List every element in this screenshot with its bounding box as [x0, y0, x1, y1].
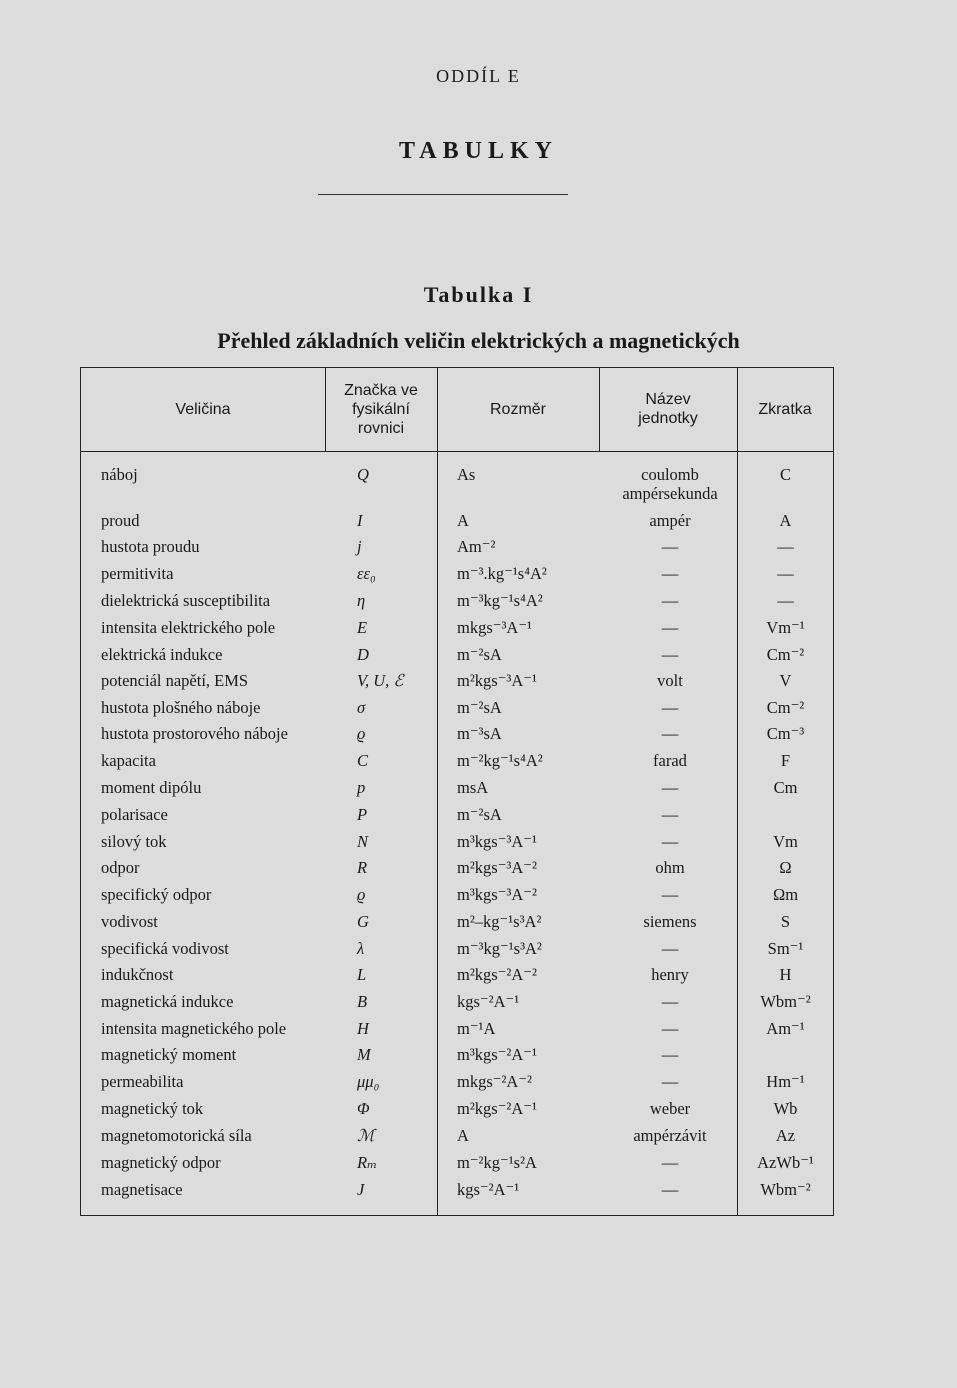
cell-dimension: m²kgs⁻³A⁻¹: [457, 671, 537, 690]
cell-symbol: C: [357, 751, 369, 770]
cell-dimension: mkgs⁻³A⁻¹: [457, 618, 532, 637]
table-number: Tabulka I: [423, 282, 534, 307]
cell-symbol: L: [357, 965, 367, 984]
cell-abbreviation: Wbm⁻²: [760, 1180, 811, 1199]
cell-dimension: m⁻¹A: [457, 1019, 496, 1038]
cell-quantity: hustota proudu: [101, 537, 200, 556]
cell-quantity: permitivita: [101, 564, 174, 583]
cell-dimension: m⁻²sA: [457, 645, 502, 664]
cell-abbreviation: Sm⁻¹: [767, 939, 804, 958]
cell-abbreviation: Wbm⁻²: [760, 992, 811, 1011]
cell-unit-name: —: [661, 1045, 679, 1064]
cell-unit-name: ohm: [655, 858, 685, 877]
header-abbreviation: Zkratka: [758, 400, 812, 418]
cell-symbol: ϱ: [357, 724, 366, 743]
cell-unit-name-alt: ampérsekunda: [622, 484, 718, 503]
cell-quantity: specifický odpor: [101, 885, 212, 904]
cell-quantity: náboj: [101, 465, 138, 484]
cell-unit-name: —: [661, 805, 679, 824]
cell-abbreviation: V: [779, 671, 792, 690]
cell-quantity: hustota prostorového náboje: [101, 724, 288, 743]
cell-symbol: H: [357, 1019, 369, 1038]
section-label: ODDÍL E: [436, 66, 521, 86]
cell-unit-name: —: [661, 992, 679, 1011]
cell-dimension: A: [457, 1126, 469, 1145]
cell-dimension: m⁻³sA: [457, 724, 502, 743]
cell-symbol: j: [357, 537, 362, 556]
header-dimension: Rozměr: [489, 400, 546, 418]
cell-dimension: m⁻²sA: [457, 805, 502, 824]
cell-quantity: polarisace: [101, 805, 168, 824]
header-symbol: Značka ve fysikální rovnici: [344, 381, 418, 437]
cell-abbreviation: Cm: [773, 778, 798, 797]
cell-quantity: kapacita: [101, 751, 156, 770]
cell-quantity: indukčnost: [101, 965, 174, 984]
cell-unit-name: —: [661, 1153, 679, 1172]
cell-unit-name: siemens: [643, 912, 697, 931]
cell-abbreviation: S: [780, 912, 791, 931]
cell-dimension: m²–kg⁻¹s³A²: [457, 912, 542, 931]
cell-unit-name: —: [661, 1019, 679, 1038]
cell-symbol: Φ: [357, 1099, 370, 1118]
cell-dimension: As: [457, 465, 476, 484]
cell-abbreviation: Vm: [773, 832, 798, 851]
cell-quantity: proud: [101, 511, 140, 530]
cell-quantity: elektrická indukce: [101, 645, 223, 664]
cell-symbol: ϱ: [357, 885, 366, 904]
cell-symbol: μμ₀: [357, 1072, 380, 1091]
cell-dimension: m³kgs⁻³A⁻²: [457, 885, 537, 904]
cell-symbol: V, U, ℰ: [357, 671, 404, 690]
cell-abbreviation: —: [777, 564, 794, 583]
cell-dimension: Am⁻²: [457, 537, 496, 556]
cell-symbol: εε₀: [357, 564, 376, 583]
header-divider: [81, 451, 833, 452]
cell-dimension: m²kgs⁻²A⁻²: [457, 965, 537, 984]
cell-quantity: magnetický tok: [101, 1099, 204, 1118]
cell-abbreviation: AzWb⁻¹: [757, 1153, 814, 1172]
cell-symbol: λ: [357, 939, 365, 958]
cell-abbreviation: Wb: [773, 1099, 798, 1118]
cell-symbol: I: [357, 511, 363, 530]
cell-symbol: M: [357, 1045, 371, 1064]
cell-quantity: magnetický odpor: [101, 1153, 221, 1172]
cell-symbol: G: [357, 912, 369, 931]
cell-dimension: mkgs⁻²A⁻²: [457, 1072, 532, 1091]
cell-dimension: m³kgs⁻²A⁻¹: [457, 1045, 537, 1064]
cell-unit-name: ampér: [649, 511, 691, 530]
title-divider: [318, 194, 568, 195]
cell-symbol: N: [357, 832, 369, 851]
cell-dimension: m⁻²kg⁻¹s⁴A²: [457, 751, 543, 770]
cell-abbreviation: Am⁻¹: [766, 1019, 805, 1038]
cell-dimension: m⁻²kg⁻¹s²A: [457, 1153, 537, 1172]
cell-dimension: m²kgs⁻³A⁻²: [457, 858, 537, 877]
page-title: TABULKY: [399, 138, 558, 164]
cell-unit-name: —: [661, 1072, 679, 1091]
cell-unit-name: weber: [649, 1099, 691, 1118]
cell-symbol: η: [357, 591, 366, 610]
cell-abbreviation: Cm⁻²: [766, 698, 805, 717]
cell-symbol: p: [357, 778, 366, 797]
cell-quantity: silový tok: [101, 832, 167, 851]
cell-quantity: permeabilita: [101, 1072, 184, 1091]
cell-abbreviation: Cm⁻²: [766, 645, 805, 664]
cell-symbol: σ: [357, 698, 366, 717]
cell-quantity: magnetisace: [101, 1180, 183, 1199]
cell-abbreviation: Cm⁻³: [766, 724, 805, 743]
cell-unit-name: —: [661, 939, 679, 958]
cell-dimension: m³kgs⁻³A⁻¹: [457, 832, 537, 851]
cell-unit-name: —: [661, 885, 679, 904]
cell-dimension: m⁻³.kg⁻¹s⁴A²: [457, 564, 547, 583]
cell-abbreviation: —: [777, 591, 794, 610]
cell-quantity: magnetický moment: [101, 1045, 237, 1064]
cell-symbol: ℳ: [357, 1126, 375, 1145]
cell-dimension: m⁻³kg⁻¹s³A²: [457, 939, 542, 958]
cell-unit-name: —: [661, 645, 679, 664]
cell-unit-name: —: [661, 564, 679, 583]
column-divider: [437, 367, 438, 1215]
cell-unit-name: —: [661, 591, 679, 610]
cell-symbol: E: [357, 618, 368, 637]
cell-unit-name: coulomb: [641, 465, 699, 484]
cell-dimension: m⁻²sA: [457, 698, 502, 717]
cell-quantity: moment dipólu: [101, 778, 202, 797]
cell-symbol: J: [357, 1180, 365, 1199]
cell-unit-name: ampérzávit: [633, 1126, 707, 1145]
cell-quantity: intensita elektrického pole: [101, 618, 276, 637]
cell-dimension: m⁻³kg⁻¹s⁴A²: [457, 591, 543, 610]
cell-unit-name: —: [661, 698, 679, 717]
cell-symbol: B: [357, 992, 368, 1011]
cell-symbol: D: [357, 645, 369, 664]
cell-unit-name: —: [661, 724, 679, 743]
cell-dimension: m²kgs⁻²A⁻¹: [457, 1099, 537, 1118]
cell-abbreviation: A: [779, 511, 792, 530]
cell-abbreviation: Hm⁻¹: [766, 1072, 805, 1091]
cell-symbol: R: [357, 858, 368, 877]
cell-unit-name: volt: [657, 671, 683, 690]
cell-quantity: magnetomotorická síla: [101, 1126, 252, 1145]
table-caption: Přehled základních veličin elektrických a magnetických: [217, 328, 740, 353]
cell-quantity: odpor: [101, 858, 140, 877]
quantities-table: [80, 367, 834, 1216]
cell-abbreviation: Az: [775, 1126, 796, 1145]
cell-quantity: dielektrická susceptibilita: [101, 591, 271, 610]
cell-unit-name: henry: [651, 965, 689, 984]
cell-symbol: P: [357, 805, 368, 824]
cell-unit-name: —: [661, 537, 679, 556]
cell-symbol: Q: [357, 465, 369, 484]
cell-unit-name: farad: [653, 751, 687, 770]
cell-quantity: potenciál napětí, EMS: [101, 671, 249, 690]
cell-abbreviation: Vm⁻¹: [766, 618, 805, 637]
cell-abbreviation: H: [779, 965, 792, 984]
cell-quantity: vodivost: [101, 912, 158, 931]
cell-abbreviation: Ω: [779, 858, 792, 877]
cell-abbreviation: C: [779, 465, 791, 484]
cell-dimension: kgs⁻²A⁻¹: [457, 992, 520, 1011]
cell-unit-name: —: [661, 778, 679, 797]
cell-abbreviation: —: [777, 537, 794, 556]
cell-dimension: A: [457, 511, 469, 530]
cell-dimension: kgs⁻²A⁻¹: [457, 1180, 520, 1199]
cell-quantity: magnetická indukce: [101, 992, 234, 1011]
cell-abbreviation: Ωm: [772, 885, 799, 904]
cell-quantity: specifická vodivost: [101, 939, 229, 958]
cell-unit-name: —: [661, 618, 679, 637]
cell-quantity: hustota plošného náboje: [101, 698, 261, 717]
cell-abbreviation: F: [780, 751, 791, 770]
cell-unit-name: —: [661, 1180, 679, 1199]
cell-dimension: msA: [457, 778, 489, 797]
cell-unit-name: —: [661, 832, 679, 851]
cell-symbol: Rₘ: [357, 1153, 378, 1172]
header-quantity: Veličina: [175, 400, 231, 418]
cell-quantity: intensita magnetického pole: [101, 1019, 287, 1038]
header-unit-name: Název jednotky: [638, 391, 698, 427]
